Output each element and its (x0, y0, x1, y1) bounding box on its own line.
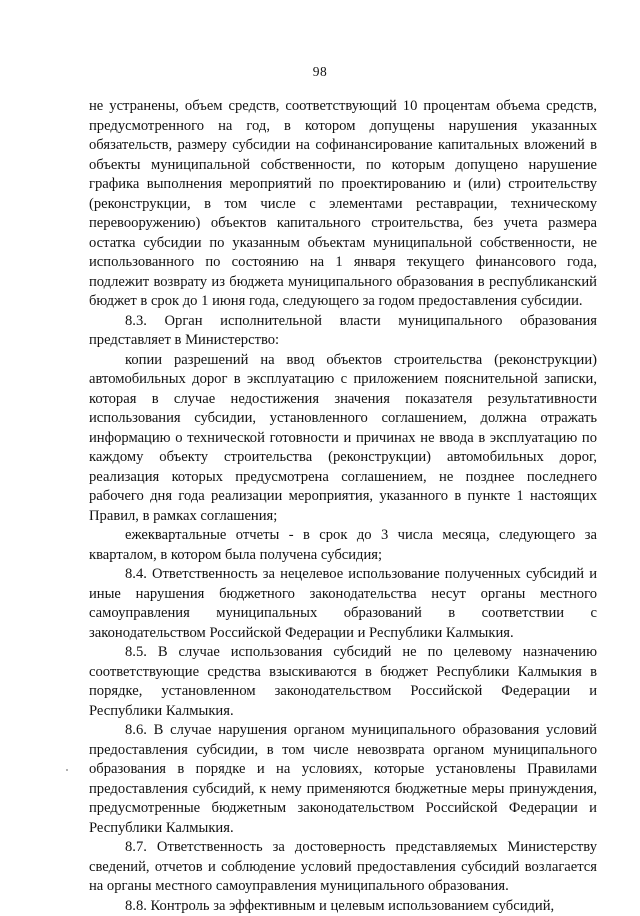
paragraph-8-7: 8.7. Ответственность за достоверность представляемых Министерству сведений, отчетов и соблюдение условий предоставления субсидий возлагается на органы местного самоуправления муниципального образования. (89, 838, 597, 897)
page-number: 98 (0, 64, 640, 80)
paragraph-continuation: не устранены, объем средств, соответствующий 10 процентам объема средств, предусмотренного на год, в котором допущены нарушения указанных обязательств, размеру субсидии на софинансирование капитальных вложений в объекты муниципальной собственности, по которым допущено нарушение графика выполнения мероприятий по проектированию и (или) строительству (реконструкции, в том числе с элементами реставрации, техническому перевооружению) объектов капитального строительства, без учета размера остатка субсидии по указанным объектам муниципальной собственности, не использованного по состоянию на 1 января текущего финансового года, подлежит возврату из бюджета муниципального образования в республиканский бюджет в срок до 1 июня года, следующего за годом предоставления субсидии. (89, 97, 597, 312)
paragraph-8-3: 8.3. Орган исполнительной власти муниципального образования представляет в Министерство: (89, 312, 597, 351)
paragraph-8-6: 8.6. В случае нарушения органом муниципального образования условий предоставления субсидии, в том числе невозврата органом муниципального образования в порядке и на условиях, которые установлены Правилами предоставления субсидий, к нему применяются бюджетные меры принуждения, предусмотренные бюджетным законодательством Российской Федерации и Республики Калмыкия. (89, 721, 597, 838)
document-body (89, 97, 597, 916)
paragraph-quarterly-reports: ежеквартальные отчеты - в срок до 3 числа месяца, следующего за кварталом, в котором была получена субсидия; (89, 526, 597, 565)
paragraph-8-5: 8.5. В случае использования субсидий не по целевому назначению соответствующие средства взыскиваются в бюджет Республики Калмыкия в порядке, установленном законодательством Российской Федерации и Республики Калмыкия. (89, 643, 597, 721)
paragraph-8-8: 8.8. Контроль за эффективным и целевым использованием субсидий, (89, 897, 597, 916)
paragraph-permits: копии разрешений на ввод объектов строительства (реконструкции) автомобильных дорог в эксплуатацию с приложением пояснительной записки, которая в случае недостижения значения показателя результативности использования субсидии, установленного соглашением, должна отражать информацию о технической готовности и причинах не ввода в эксплуатацию по каждому объекту строительства (реконструкции) автомобильных дорог, реализация которых предусмотрена соглашением, не позднее последнего рабочего дня года реализации мероприятия, указанного в пункте 1 настоящих Правил, в рамках соглашения; (89, 351, 597, 527)
paragraph-8-4: 8.4. Ответственность за нецелевое использование полученных субсидий и иные нарушения бюджетного законодательства несут органы местного самоуправления муниципальных образований в соответствии с законодательством Российской Федерации и Республики Калмыкия. (89, 565, 597, 643)
scan-speck (66, 769, 68, 771)
